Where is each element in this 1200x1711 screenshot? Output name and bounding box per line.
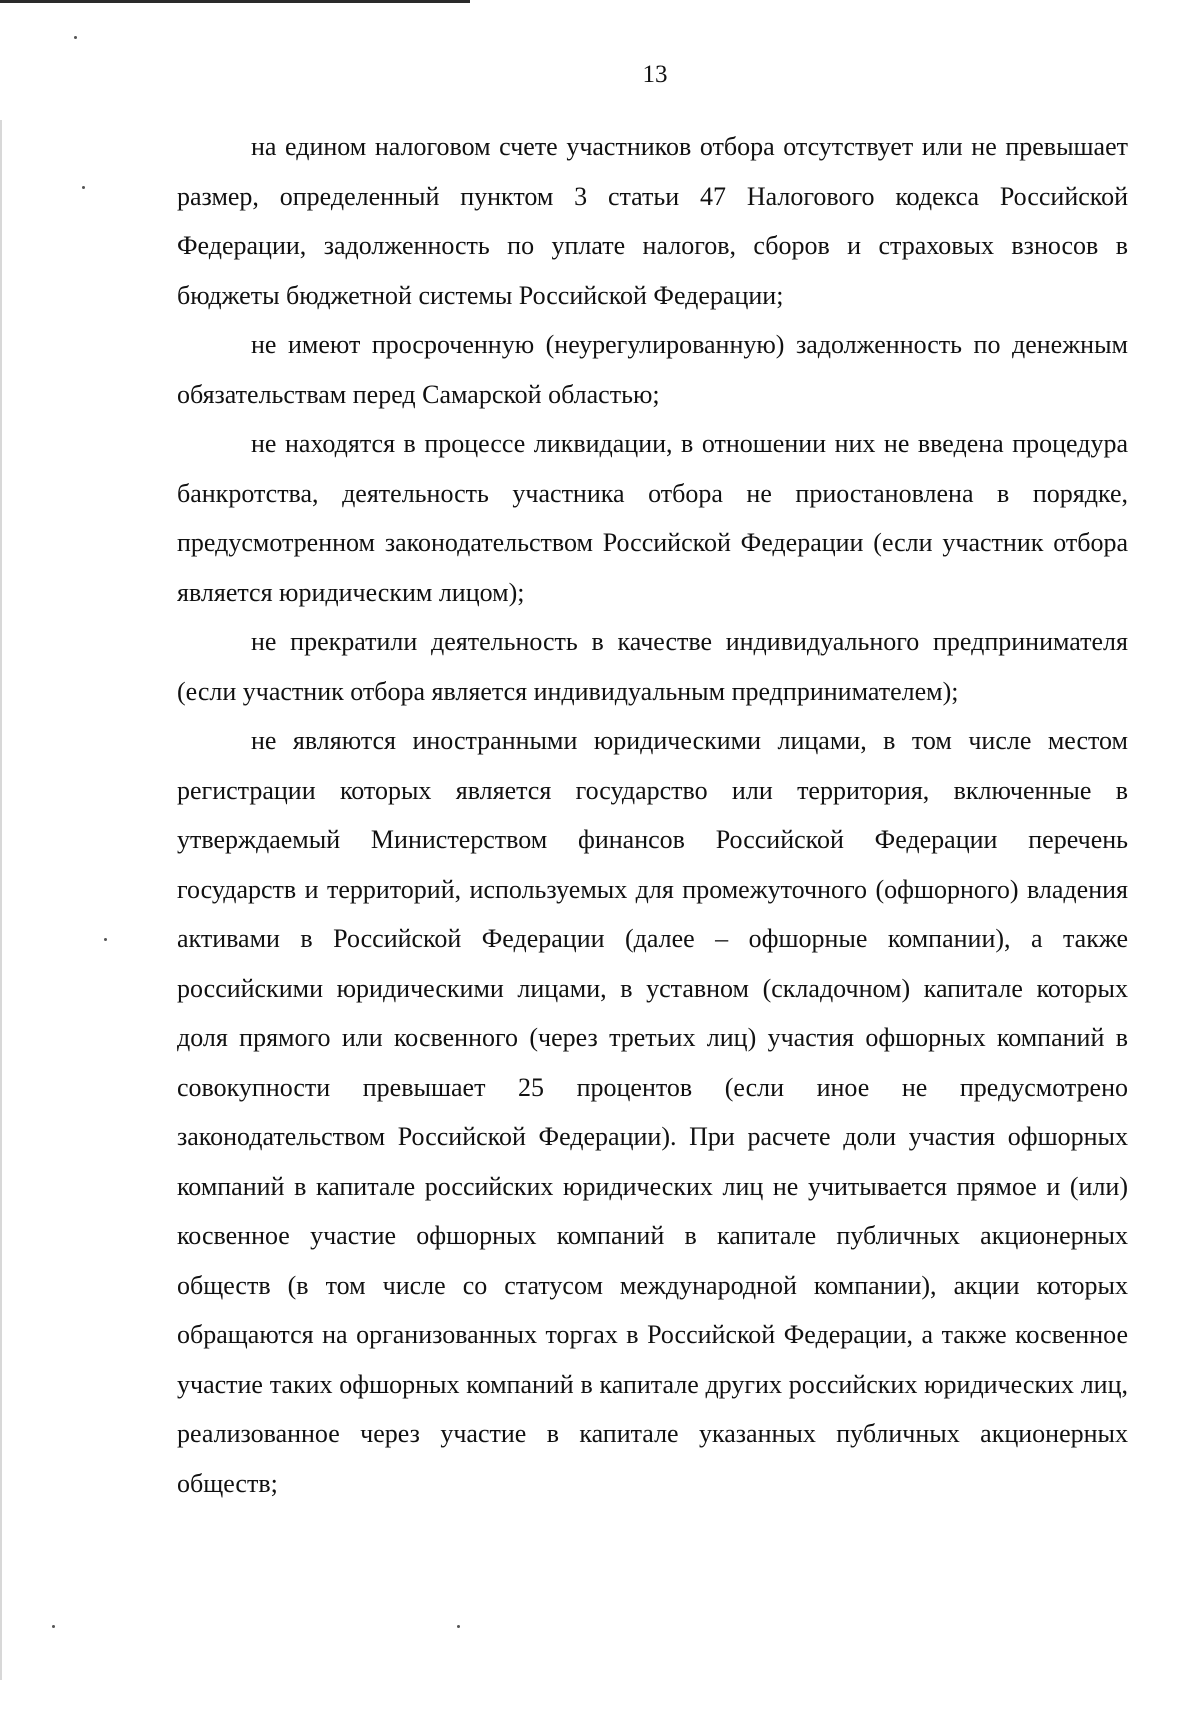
- scan-speck: [104, 938, 107, 941]
- document-body: [177, 122, 1128, 1508]
- paragraph-overdue-debt: не имеют просроченную (неурегулированную) задолженность по денежным обязательствам перед Самарской областью;: [177, 330, 1128, 409]
- paragraph-entrepreneur: не прекратили деятельность в качестве индивидуального предпринимателя (если участник отбора является индивидуальным предпринимателем);: [177, 627, 1128, 706]
- scan-speck: [74, 36, 77, 39]
- scan-edge-top: [0, 0, 470, 3]
- paragraph-tax-debt: на едином налоговом счете участников отбора отсутствует или не превышает размер, определенный пунктом 3 статьи 47 Налогового кодекса Российской Федерации, задолженность по уплате налогов, сборов и страховых взносов в бюджеты бюджетной системы Российской Федерации;: [177, 132, 1128, 310]
- paragraph-liquidation: не находятся в процессе ликвидации, в отношении них не введена процедура банкротства, деятельность участника отбора не приостановлена в порядке, предусмотренном законодательством Российской Федерации (если участник отбора является юридическим лицом);: [177, 429, 1128, 607]
- scan-speck: [82, 186, 85, 189]
- scan-speck: [457, 1625, 460, 1628]
- page-number: 13: [642, 61, 668, 88]
- paragraph-offshore: не являются иностранными юридическими лицами, в том числе местом регистрации которых является государство или территория, включенные в утверждаемый Министерством финансов Российской Федерации перечень государств и территорий, используемых для промежуточного (офшорного) владения активами в Российской Федерации (далее – офшорные компании), а также российскими юридическими лицами, в уставном (складочном) капитале которых доля прямого или косвенного (через третьих лиц) участия офшорных компаний в совокупности превышает 25 процентов (если иное не предусмотрено законодательством Российской Федерации). При расчете доли участия офшорных компаний в капитале российских юридических лиц не учитывается прямое и (или) косвенное участие офшорных компаний в капитале публичных акционерных обществ (в том числе со статусом международной компании), акции которых обращаются на организованных торгах в Российской Федерации, а также косвенное участие таких офшорных компаний в капитале других российских юридических лиц, реализованное через участие в капитале указанных публичных акционерных обществ;: [177, 726, 1128, 1498]
- scan-speck: [52, 1625, 55, 1628]
- scan-edge-left: [0, 120, 2, 1680]
